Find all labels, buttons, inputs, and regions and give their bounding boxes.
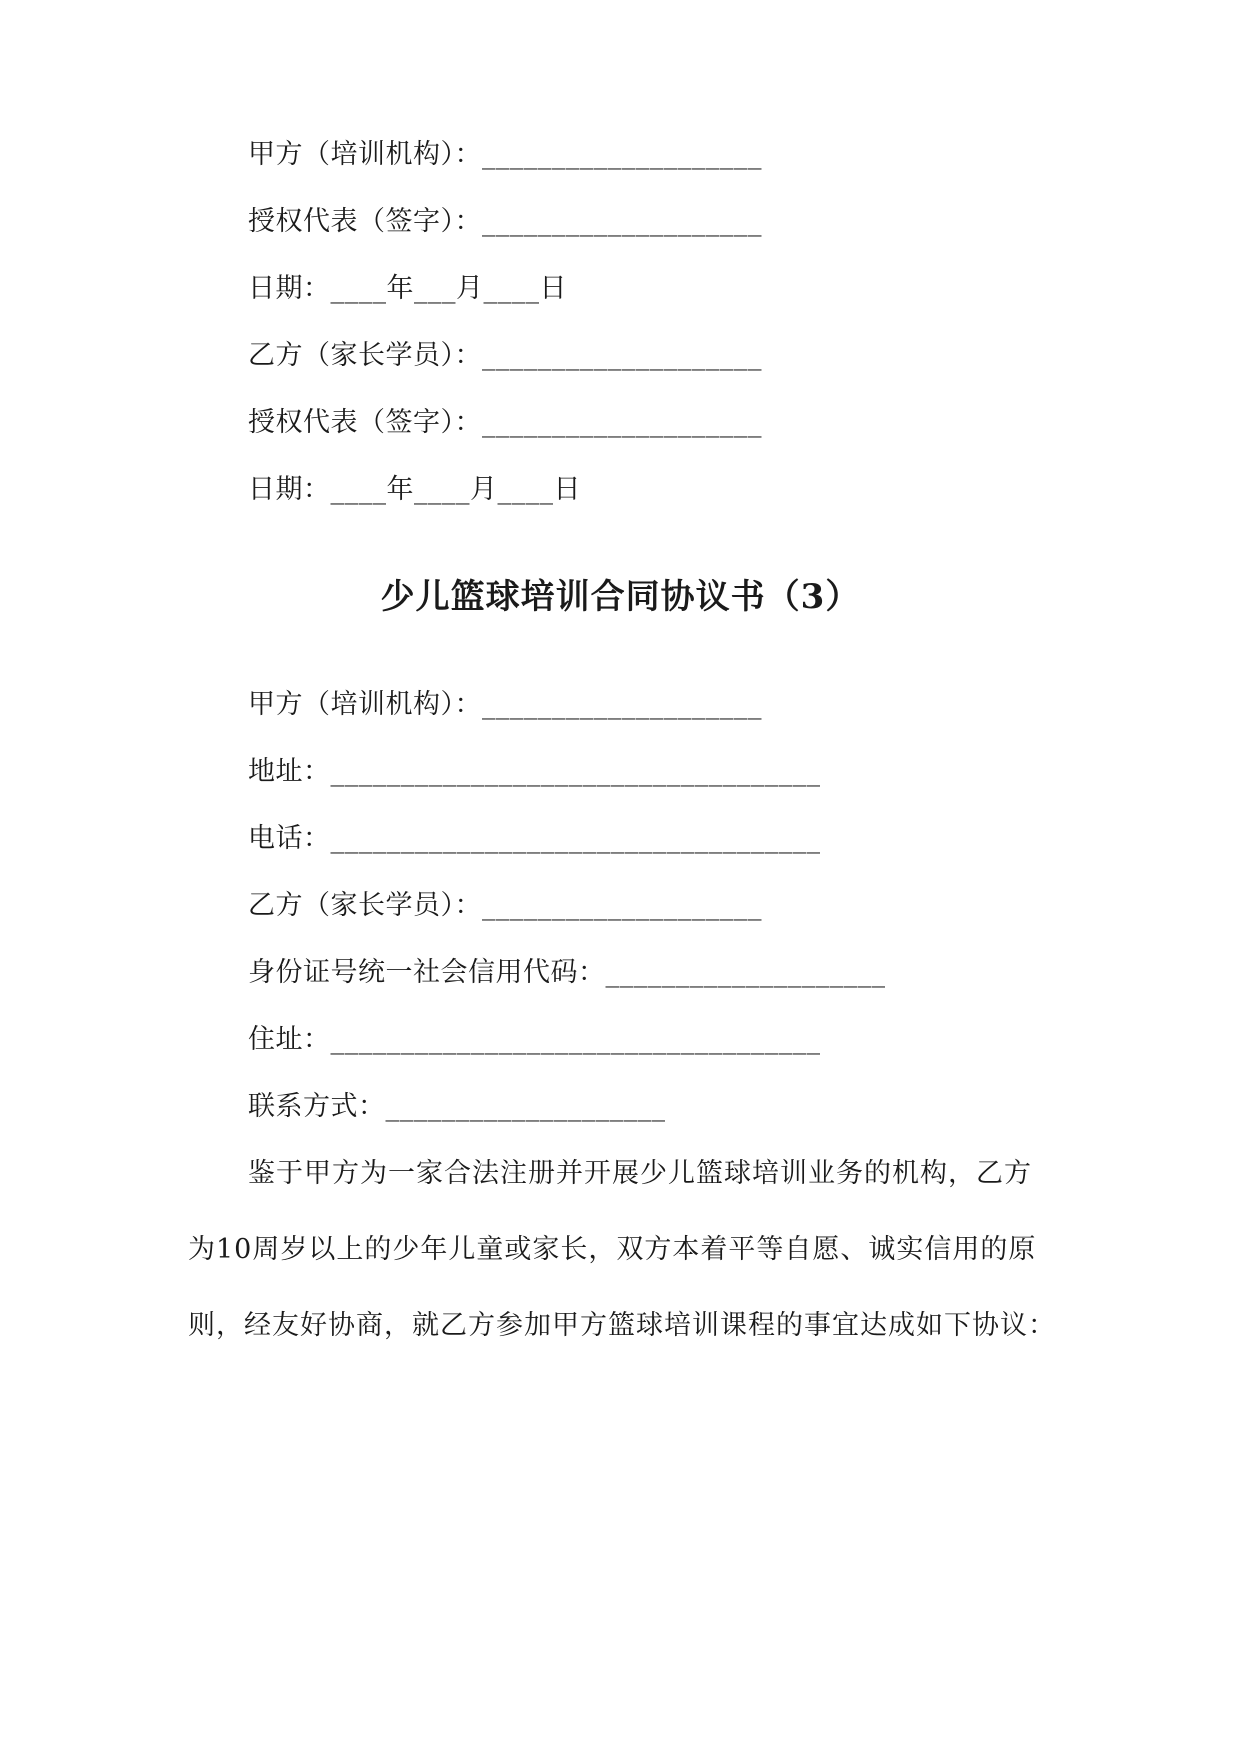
contract-phone: 电话：___________________________________ — [248, 823, 821, 854]
contract-preamble — [188, 1136, 1058, 1364]
contract-title: 少儿篮球培训合同协议书（3） — [380, 577, 861, 617]
contract-id-number: 身份证号统一社会信用代码：____________________ — [248, 957, 886, 988]
signature-party-b: 乙方（家长学员）：____________________ — [248, 340, 762, 371]
contract-party-b: 乙方（家长学员）：____________________ — [248, 890, 762, 921]
signature-party-a-date: 日期：____年___月____日 — [248, 273, 567, 304]
contract-party-a: 甲方（培训机构）：____________________ — [248, 689, 762, 720]
signature-party-b-representative: 授权代表（签字）：____________________ — [248, 407, 762, 438]
signature-party-b-date: 日期：____年____月____日 — [248, 474, 581, 505]
contract-address: 地址：___________________________________ — [248, 756, 821, 787]
signature-party-a-representative: 授权代表（签字）：____________________ — [248, 206, 762, 237]
contract-contact: 联系方式：____________________ — [248, 1091, 666, 1122]
contract-preamble-text: 鉴于甲方为一家合法注册并开展少儿篮球培训业务的机构，乙方为10周岁以上的少年儿童或家长，双方本着平等自愿、诚实信用的原则，经友好协商，就乙方参加甲方篮球培训课程的事宜达成如下协议： — [188, 1158, 1056, 1341]
signature-party-a: 甲方（培训机构）：____________________ — [248, 139, 762, 170]
contract-residence: 住址：___________________________________ — [248, 1024, 821, 1055]
